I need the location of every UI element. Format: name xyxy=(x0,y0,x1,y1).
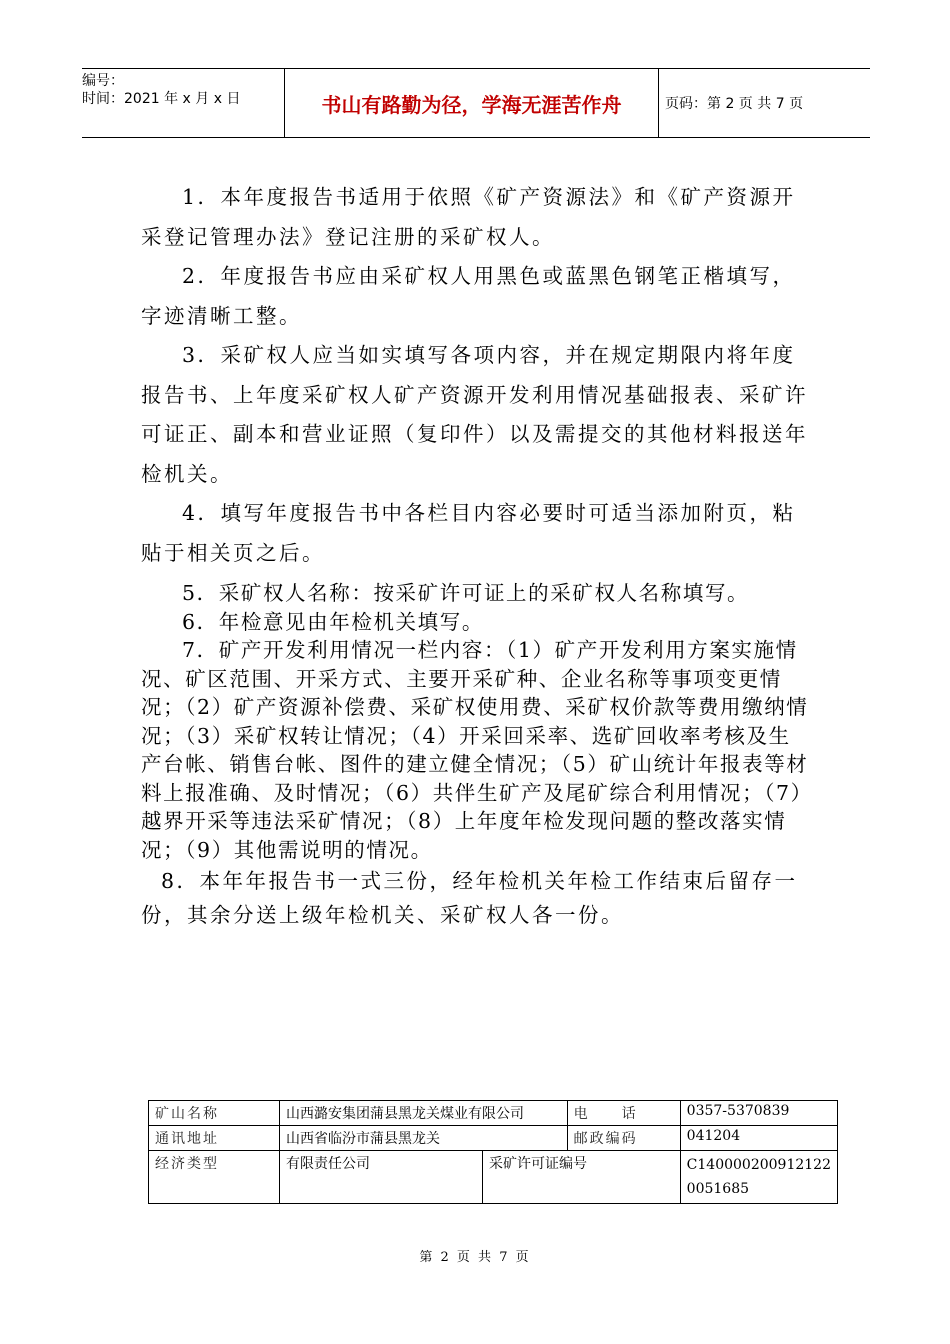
page-footer: 第 2 页 共 7 页 xyxy=(419,1250,531,1265)
header-date: 时间：2021 年 x 月 x 日 xyxy=(82,91,241,107)
license-label: 采矿许可证编号 xyxy=(483,1151,681,1204)
paragraph-8: 8．本年年报告书一式三份，经年检机关年检工作结束后留存一份，其余分送上级年检机关、采矿权人各一份。 xyxy=(141,869,798,927)
phone-value: 0357-5370839 xyxy=(680,1101,837,1126)
page-header xyxy=(82,68,870,138)
header-number: 编号： xyxy=(82,73,124,89)
document-body xyxy=(141,178,811,932)
paragraph-7: 7．矿产开发利用情况一栏内容：（1）矿产开发利用方案实施情况、矿区范围、开采方式、主要开采矿种、企业名称等事项变更情况；（2）矿产资源补偿费、采矿权使用费、采矿权价款等费用缴纳情况；（3）采矿权转让情况；（4）开采回采率、选矿回收率考核及生产台帐、销售台帐、图件的建立健全情况；（5）矿山统计年报表等材料上报准确、及时情况；（6）共伴生矿产及尾矿综合利用情况；（7）越界开采等违法采矿情况；（8）上年度年检发现问题的整改落实情况；（9）其他需说明的情况。 xyxy=(141,638,809,862)
header-meta xyxy=(82,69,285,137)
mine-name-label: 矿山名称 xyxy=(149,1101,280,1126)
mine-info-table xyxy=(148,1100,838,1204)
paragraph-3: 3．采矿权人应当如实填写各项内容，并在规定期限内将年度报告书、上年度采矿权人矿产资源开发利用情况基础报表、采矿许可证正、副本和营业证照（复印件）以及需提交的其他材料报送年检机关。 xyxy=(141,343,808,486)
econ-type-label: 经济类型 xyxy=(149,1151,280,1204)
license-value xyxy=(680,1151,837,1204)
address-value: 山西省临汾市蒲县黑龙关 xyxy=(280,1126,568,1151)
address-label: 通讯地址 xyxy=(149,1126,280,1151)
header-page-info: 页码：第 2 页 共 7 页 xyxy=(665,96,804,112)
paragraph-6: 6．年检意见由年检机关填写。 xyxy=(182,609,484,634)
paragraph-2: 2．年度报告书应由采矿权人用黑色或蓝黑色钢笔正楷填写，字迹清晰工整。 xyxy=(141,264,796,328)
header-motto: 书山有路勤为径，学海无涯苦作舟 xyxy=(285,69,659,137)
license-line-2: 0051685 xyxy=(686,1181,750,1197)
mine-name-value: 山西潞安集团蒲县黑龙关煤业有限公司 xyxy=(280,1101,568,1126)
postcode-value: 041204 xyxy=(680,1126,837,1151)
postcode-label: 邮政编码 xyxy=(567,1126,680,1151)
paragraph-1: 1．本年度报告书适用于依照《矿产资源法》和《矿产资源开采登记管理办法》登记注册的采矿权人。 xyxy=(141,185,796,249)
license-line-1: C140000200912122 xyxy=(686,1157,831,1173)
paragraph-5: 5．采矿权人名称：按采矿许可证上的采矿权人名称填写。 xyxy=(182,581,750,605)
econ-type-value: 有限责任公司 xyxy=(280,1151,483,1204)
phone-label: 电 话 xyxy=(567,1101,680,1126)
paragraph-4: 4．填写年度报告书中各栏目内容必要时可适当添加附页，粘贴于相关页之后。 xyxy=(141,501,796,565)
